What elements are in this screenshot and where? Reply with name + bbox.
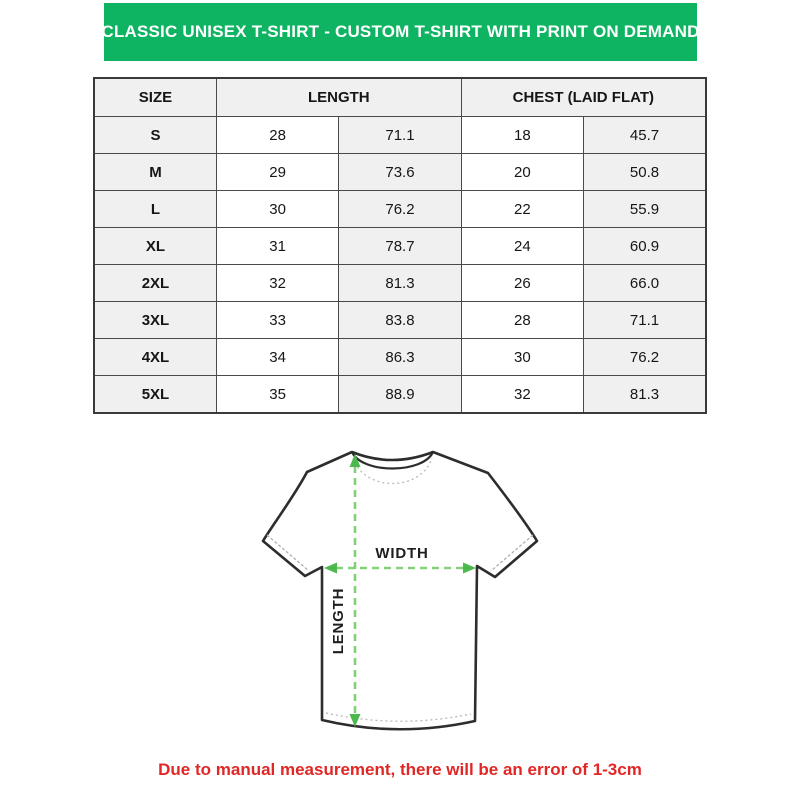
cell-size: 4XL (94, 339, 216, 376)
table-row (94, 228, 706, 265)
tshirt-measurement-diagram (240, 440, 560, 760)
cell-chest-cm: 55.9 (584, 191, 706, 228)
cell-size: XL (94, 228, 216, 265)
cell-length-cm: 81.3 (339, 265, 461, 302)
cell-size: 3XL (94, 302, 216, 339)
cell-length-in: 30 (216, 191, 338, 228)
table-row (94, 191, 706, 228)
cell-chest-cm: 66.0 (584, 265, 706, 302)
table-row (94, 376, 706, 414)
cell-length-cm: 78.7 (339, 228, 461, 265)
cell-length-in: 29 (216, 154, 338, 191)
width-label: WIDTH (375, 545, 429, 562)
cell-size: M (94, 154, 216, 191)
product-title-banner (101, 3, 700, 61)
table-row (94, 339, 706, 376)
cell-length-in: 34 (216, 339, 338, 376)
cell-length-cm: 71.1 (339, 117, 461, 154)
product-title: CLASSIC UNISEX T-SHIRT - CUSTOM T-SHIRT WITH PRINT ON DEMAND (101, 22, 700, 41)
cell-chest-in: 18 (461, 117, 583, 154)
cell-chest-in: 20 (461, 154, 583, 191)
cell-length-cm: 73.6 (339, 154, 461, 191)
cell-size: 5XL (94, 376, 216, 414)
size-chart-table (93, 77, 707, 414)
cell-size: L (94, 191, 216, 228)
table-row (94, 154, 706, 191)
cell-length-cm: 83.8 (339, 302, 461, 339)
cell-length-cm: 76.2 (339, 191, 461, 228)
cell-length-in: 31 (216, 228, 338, 265)
cell-size: S (94, 117, 216, 154)
cell-length-in: 32 (216, 265, 338, 302)
cell-chest-cm: 60.9 (584, 228, 706, 265)
header-size: SIZE (94, 78, 216, 117)
tshirt-diagram-icon (240, 440, 560, 760)
header-length: LENGTH (216, 78, 461, 117)
cell-chest-cm: 81.3 (584, 376, 706, 414)
cell-chest-cm: 50.8 (584, 154, 706, 191)
cell-length-in: 28 (216, 117, 338, 154)
cell-chest-in: 32 (461, 376, 583, 414)
cell-length-cm: 88.9 (339, 376, 461, 414)
cell-chest-in: 28 (461, 302, 583, 339)
length-label: LENGTH (330, 587, 347, 655)
cell-chest-cm: 71.1 (584, 302, 706, 339)
cell-length-in: 35 (216, 376, 338, 414)
cell-length-cm: 86.3 (339, 339, 461, 376)
cell-chest-in: 26 (461, 265, 583, 302)
tshirt-outline (263, 452, 537, 729)
cell-chest-in: 24 (461, 228, 583, 265)
cell-chest-in: 30 (461, 339, 583, 376)
table-row (94, 117, 706, 154)
cell-chest-in: 22 (461, 191, 583, 228)
table-row (94, 302, 706, 339)
cell-chest-cm: 76.2 (584, 339, 706, 376)
cell-size: 2XL (94, 265, 216, 302)
header-chest: CHEST (LAID FLAT) (461, 78, 706, 117)
measurement-error-note: Due to manual measurement, there will be an error of 1-3cm (158, 760, 642, 779)
table-row (94, 265, 706, 302)
cell-chest-cm: 45.7 (584, 117, 706, 154)
header-row (94, 78, 706, 117)
cell-length-in: 33 (216, 302, 338, 339)
